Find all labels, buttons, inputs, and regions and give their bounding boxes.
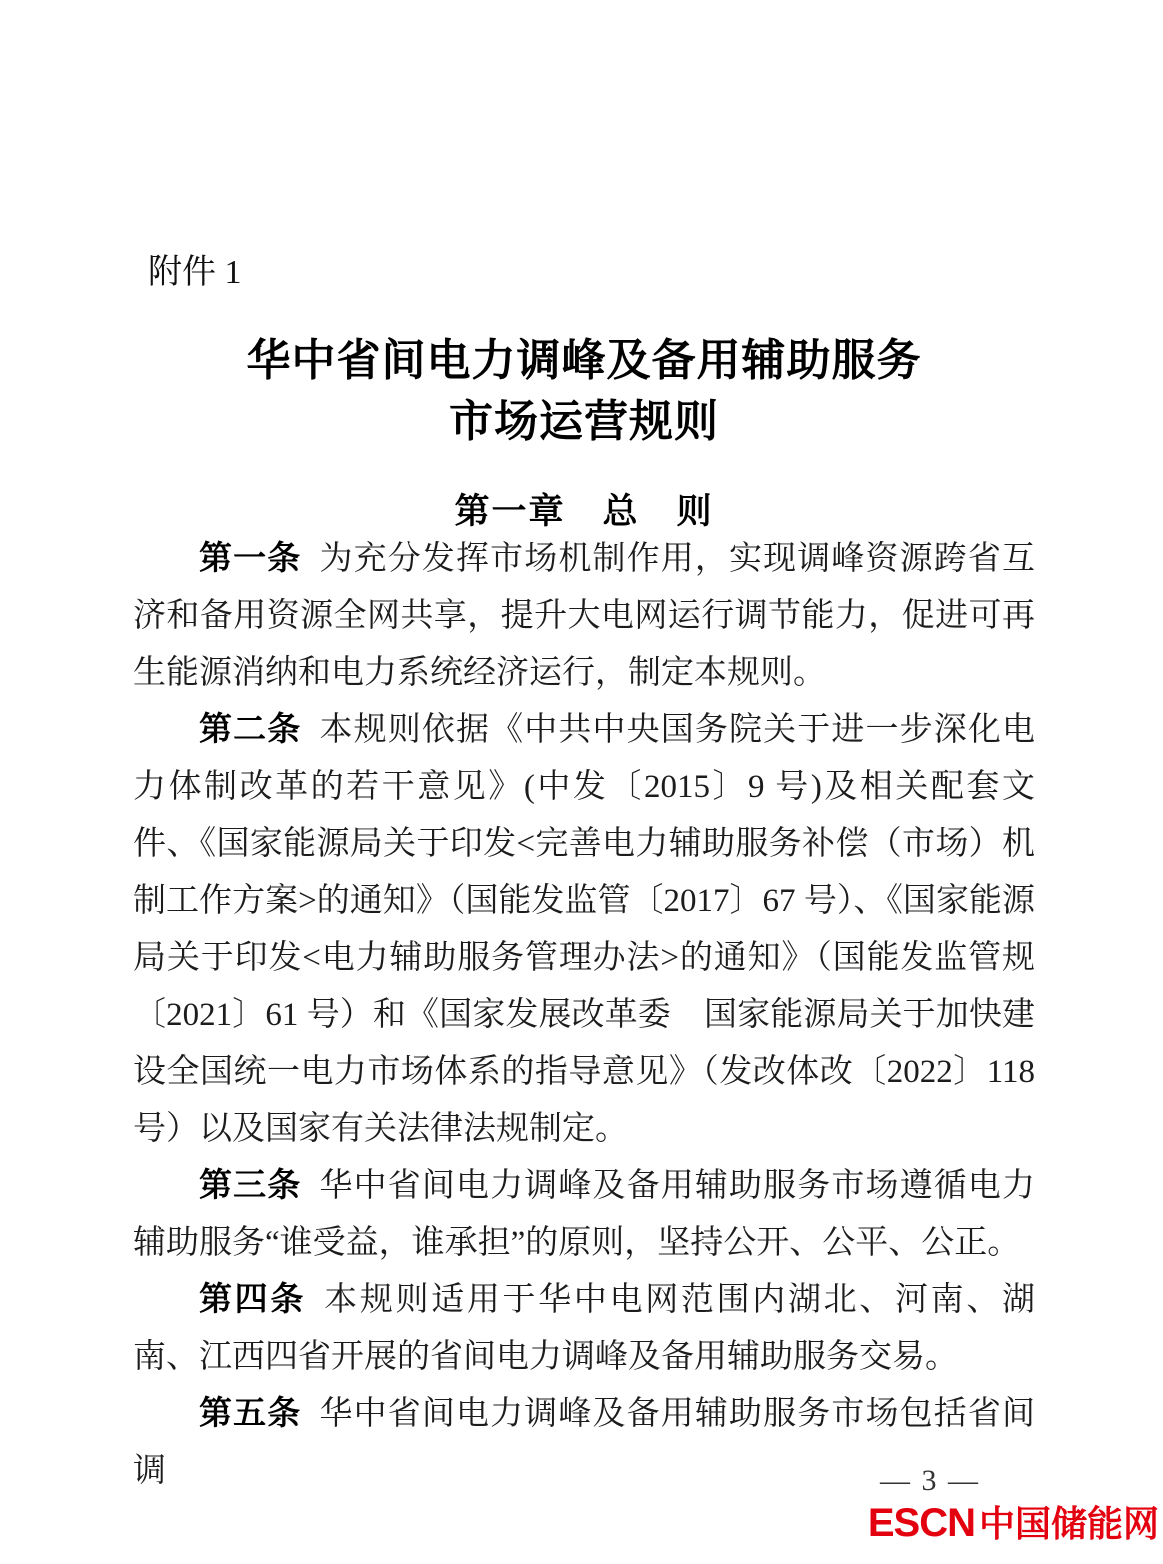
article-3-text: 华中省间电力调峰及备用辅助服务市场遵循电力辅助服务“谁受益，谁承担”的原则，坚持公开、公平、公正。	[133, 1168, 1036, 1261]
article-5-label: 第五条	[199, 1396, 302, 1432]
page-number: — 3 —	[880, 1464, 980, 1497]
escn-logo-latin: ESCN	[867, 1501, 975, 1545]
paragraph-article-3	[133, 1158, 1035, 1272]
article-3-label: 第三条	[199, 1168, 302, 1204]
article-1-text: 为充分发挥市场机制作用，实现调峰资源跨省互济和备用资源全网共享，提升大电网运行调节能力，促进可再生能源消纳和电力系统经济运行，制定本规则。	[133, 541, 1036, 691]
article-1-label: 第一条	[199, 541, 302, 577]
document-title-line1: 华中省间电力调峰及备用辅助服务	[246, 336, 922, 385]
document-title	[133, 330, 1035, 452]
article-4-text: 本规则适用于华中电网范围内湖北、河南、湖南、江西四省开展的省间电力调峰及备用辅助服务交易。	[133, 1282, 1036, 1375]
chapter-heading: 第一章 总 则	[454, 492, 714, 531]
paragraph-article-1	[133, 531, 1035, 702]
article-4-label: 第四条	[199, 1282, 307, 1318]
paragraph-article-4	[133, 1272, 1035, 1386]
article-2-label: 第二条	[199, 712, 302, 748]
document-body	[133, 531, 1035, 1500]
escn-logo	[868, 1503, 1159, 1543]
article-5-text: 华中省间电力调峰及备用辅助服务市场包括省间调	[133, 1396, 1036, 1489]
document-title-line2: 市场运营规则	[449, 397, 719, 446]
article-2-text: 本规则依据《中共中央国务院关于进一步深化电力体制改革的若干意见》(中发〔2015〕9 号)及相关配套文件、《国家能源局关于印发<完善电力辅助服务补偿（市场）机制工作方案>的通知》（国能发监管〔2017〕67 号）、《国家能源局关于印发<电力辅助服务管理办法>的通知》（国能发监管规〔2021〕61 号）和《国家发展改革委 国家能源局关于加快建设全国统一电力市场体系的指导意见》（发改体改〔2022〕118 号）以及国家有关法律法规制定。	[133, 712, 1036, 1147]
escn-logo-chinese: 中国储能网	[978, 1503, 1159, 1544]
attachment-label: 附件 1	[148, 254, 242, 291]
paragraph-article-2	[133, 702, 1035, 1158]
